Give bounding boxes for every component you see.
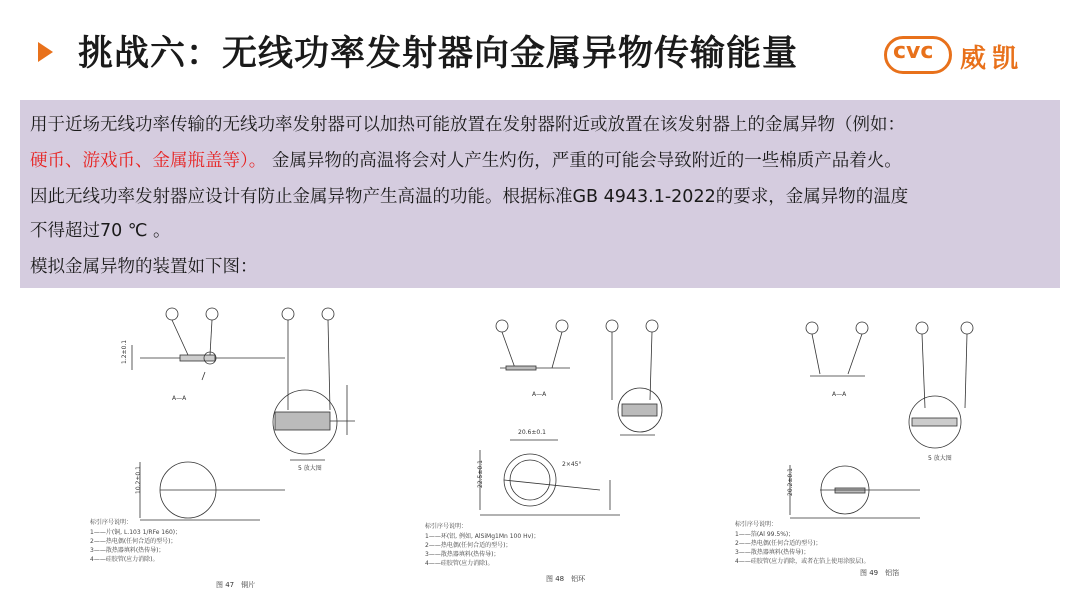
- section-label: A—A: [532, 391, 547, 398]
- desc-line-2-red: 硬币、游戏币、金属瓶盖等）。: [30, 151, 267, 171]
- section-label: A—A: [172, 395, 187, 402]
- legend-title: 标引序号说明：: [90, 519, 133, 526]
- detail-label: 5 放大图: [928, 455, 952, 462]
- legend-title: 标引序号说明：: [735, 521, 778, 528]
- legend-item: 4——硅胶管(应力消除)。: [425, 560, 494, 567]
- legend-item: 1——箔(Al 99.5%)；: [735, 531, 795, 538]
- detail-label: 5 放大图: [298, 465, 322, 472]
- slide-title: 挑战六：无线功率发射器向金属异物传输能量: [78, 34, 799, 74]
- dim-outer: 20.6±0.1: [518, 429, 546, 436]
- desc-line-2-rest: 金属异物的高温将会对人产生灼伤，严重的可能会导致附近的一些棉质产品着火。: [266, 151, 902, 171]
- logo-mark: cvc: [893, 39, 934, 64]
- figure-caption: 图 47 铜片: [216, 581, 256, 589]
- figure-copper-disc: [90, 300, 370, 600]
- legend-item: 4——硅胶管(应力消除)。: [90, 556, 159, 563]
- dim-diameter: 10.2±0.1: [135, 466, 142, 494]
- title-row: [0, 0, 1080, 92]
- desc-line-5: 模拟金属异物的装置如下图：: [30, 257, 258, 277]
- description-panel: [20, 100, 1060, 288]
- desc-line-1: 用于近场无线功率传输的无线功率发射器可以加热可能放置在发射器附近或放置在该发射器上的金属异物（例如：: [30, 115, 905, 135]
- legend-item: 3——散热器填料(热传导)；: [90, 547, 165, 554]
- desc-line-4: 不得超过70 ℃ 。: [30, 221, 171, 241]
- legend-item: 3——散热器填料(热传导)；: [425, 551, 500, 558]
- dim-chamfer: 2×45°: [562, 461, 582, 468]
- logo-name: 威凯: [960, 44, 1025, 74]
- figure-aluminium-foil: [735, 300, 1000, 600]
- legend-item: 2——热电偶(任何合适的型号)；: [425, 542, 512, 549]
- figure-caption: 图 48 铝环: [546, 575, 586, 583]
- section-label: A—A: [832, 391, 847, 398]
- desc-line-3: 因此无线功率发射器应设计有防止金属异物产生高温的功能。根据标准GB 4943.1-2022的要求，金属异物的温度: [30, 187, 909, 207]
- legend-item: 2——热电偶(任何合适的型号)；: [90, 538, 177, 545]
- dim-thickness: 1.2±0.1: [121, 339, 128, 364]
- desc-line-2: [30, 146, 902, 176]
- figure-aluminium-ring: [425, 300, 680, 600]
- legend-item: 4——硅胶管(应力消除，或者在箔上使用涂胶层)。: [735, 558, 870, 565]
- legend-title: 标引序号说明：: [425, 523, 468, 530]
- bullet-arrow-icon: [38, 42, 53, 62]
- legend-item: 1——环(铝, 例如, AlSiMg1Mn 100 Hv)；: [425, 533, 540, 540]
- legend-item: 2——热电偶(任何合适的型号)；: [735, 540, 822, 547]
- legend-item: 1——片(铜, L.103 1/RFe 160)；: [90, 529, 182, 536]
- legend-item: 3——散热器填料(热传导)；: [735, 549, 810, 556]
- dim-diameter: 20.2±0.1: [787, 468, 794, 496]
- cvc-logo: [884, 34, 1054, 78]
- figure-caption: 图 49 铝箔: [860, 569, 900, 577]
- dim-height: 22.5±0.1: [477, 460, 484, 488]
